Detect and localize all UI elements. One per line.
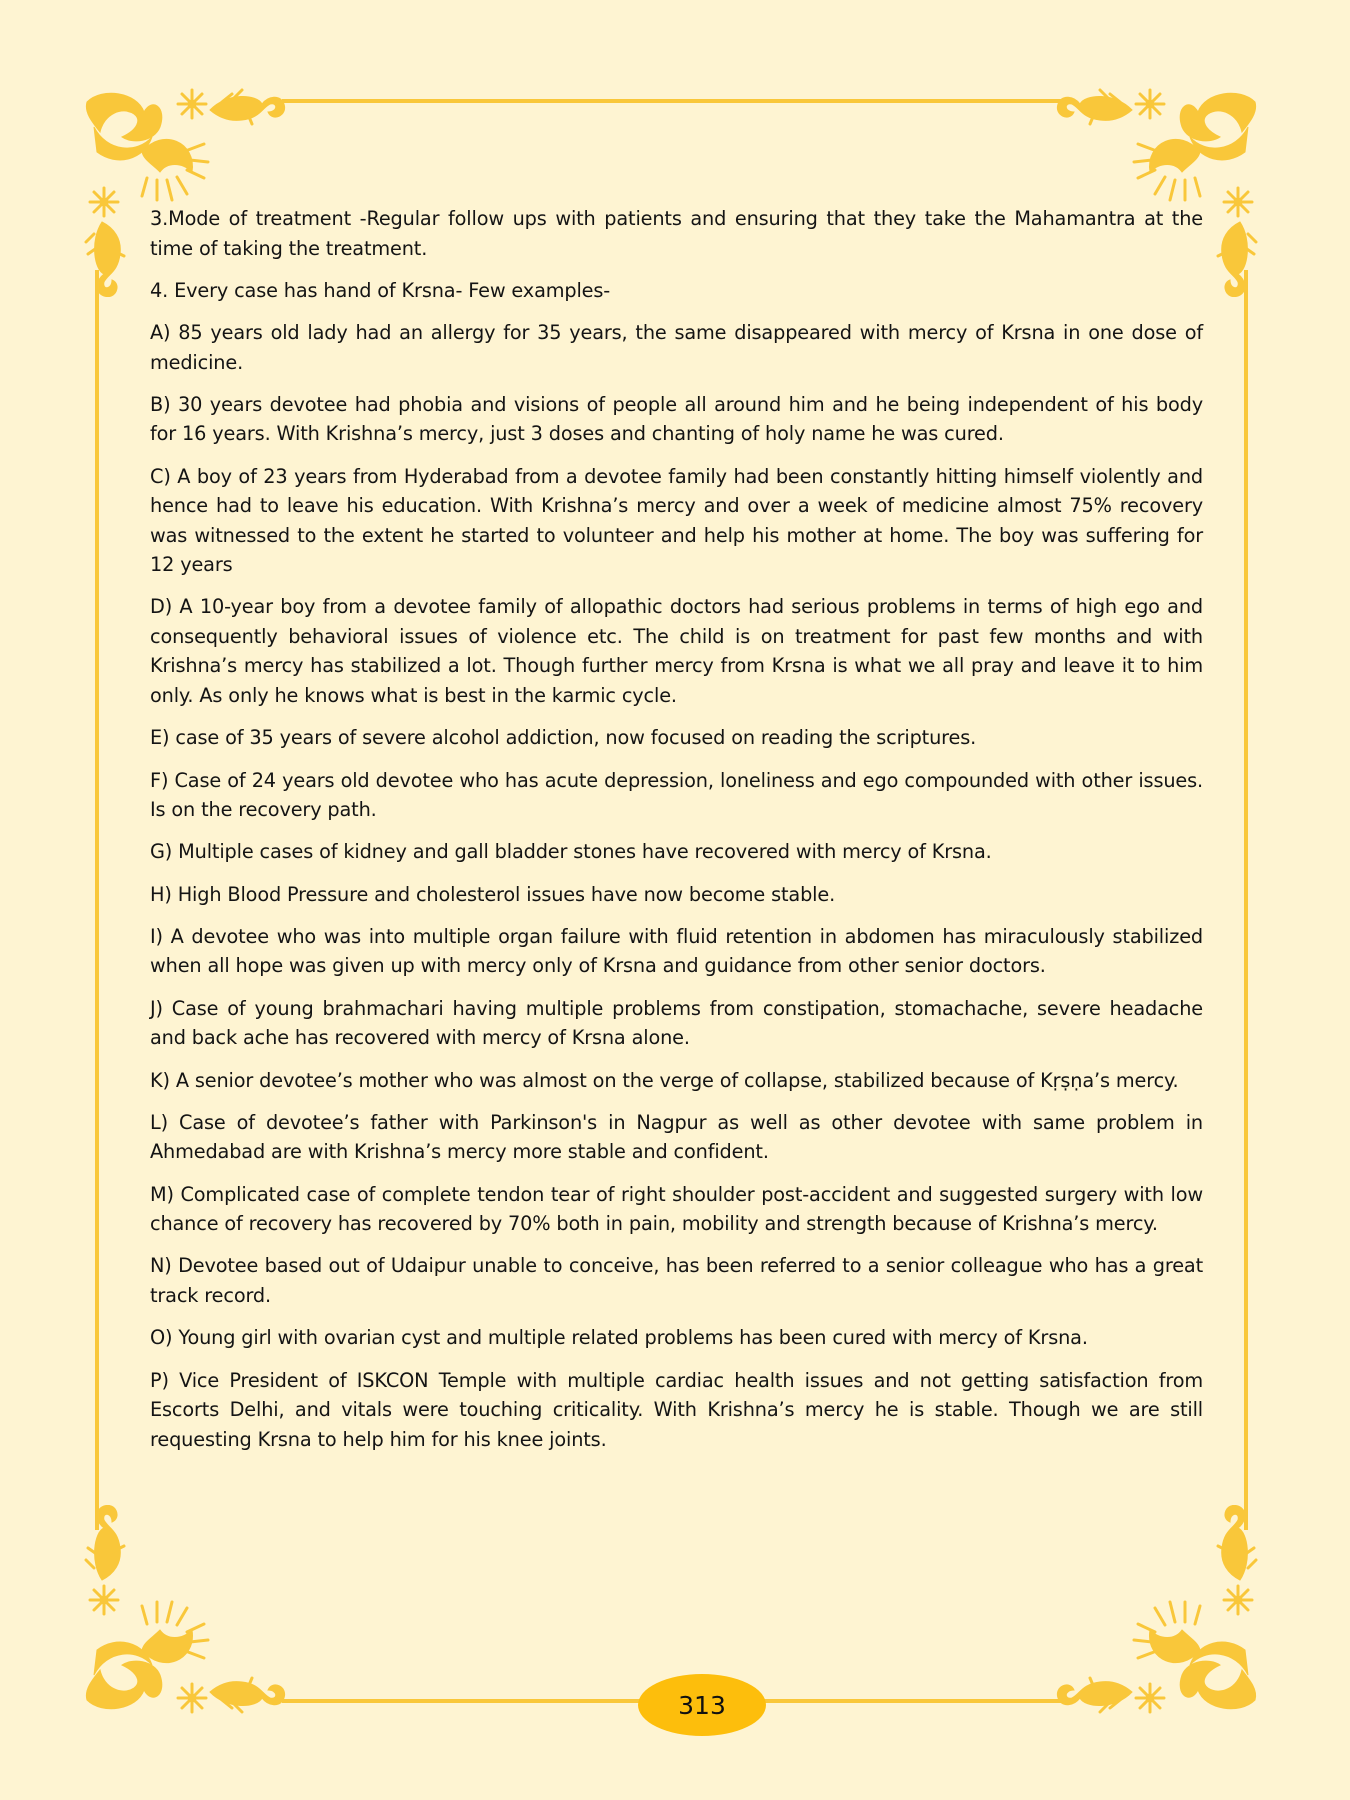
page-number: 313 — [678, 1690, 726, 1720]
case-item-e: E) case of 35 years of severe alcohol addiction, now focused on reading the scriptures. — [150, 726, 977, 750]
case-item-c: C) A boy of 23 years from Hyderabad from a devotee family had been constantly hitting himself violently and hence had to leave his education. With Krishna’s mercy and over a week of medicine almost 75% recovery was witnessed to the extent he started to volunteer and help his mother at home. The boy was suffering for 12 years — [150, 464, 1203, 577]
paragraph-examples-heading: 4. Every case has hand of Krsna- Few examples- — [150, 278, 611, 302]
case-item-j: J) Case of young brahmachari having multiple problems from constipation, stomachache, severe headache and back ache has recovered with mercy of Krsna alone. — [150, 996, 1203, 1050]
paragraph-mode-of-treatment: 3.Mode of treatment -Regular follow ups with patients and ensuring that they take the Mahamantra at the time of taking the treatment. — [150, 207, 1203, 260]
case-item-g: G) Multiple cases of kidney and gall bladder stones have recovered with mercy of Krsna. — [150, 840, 992, 864]
case-item-i: I) A devotee who was into multiple organ failure with fluid retention in abdomen has miraculously stabilized when all hope was given up with mercy only of Krsna and guidance from other senior doctors. — [150, 924, 1203, 978]
floral-corner-ornament-icon — [82, 1505, 297, 1720]
case-item-h: H) High Blood Pressure and cholesterol issues have now become stable. — [150, 882, 836, 906]
border-line-top — [282, 99, 1068, 103]
case-item-l: L) Case of devotee’s father with Parkinson's in Nagpur as well as other devotee with same problem in Ahmedabad are with Krishna’s mercy more stable and confident. — [150, 1110, 1203, 1164]
document-body — [150, 204, 1203, 1467]
case-item-k: K) A senior devotee’s mother who was almost on the verge of collapse, stabilized because of Kṛṣṇa’s mercy. — [150, 1068, 1179, 1092]
page-number-badge — [638, 1674, 766, 1736]
case-item-b: B) 30 years devotee had phobia and visions of people all around him and he being independent of his body for 16 years. With Krishna’s mercy, just 3 doses and chanting of holy name he was cured. — [150, 392, 1203, 446]
case-item-m: M) Complicated case of complete tendon tear of right shoulder post-accident and suggested surgery with low chance of recovery has recovered by 70% both in pain, mobility and strength because of Krishna’s mercy. — [150, 1182, 1203, 1236]
case-item-p: P) Vice President of ISKCON Temple with multiple cardiac health issues and not getting satisfaction from Escorts Delhi, and vitals were touching criticality. With Krishna’s mercy he is stable. Though we are still requesting Krsna to help him for his knee joints. — [150, 1368, 1203, 1451]
case-item-d: D) A 10-year boy from a devotee family of allopathic doctors had serious problems in terms of high ego and consequently behavioral issues of violence etc. The child is on treatment for past few months and with Krishna’s mercy has stabilized a lot. Though further mercy from Krsna is what we all pray and leave it to him only. As only he knows what is best in the karmic cycle. — [150, 595, 1203, 707]
case-item-a: A) 85 years old lady had an allergy for 35 years, the same disappeared with mercy of Krsna in one dose of medicine. — [150, 321, 1203, 374]
floral-corner-ornament-icon — [1045, 1505, 1260, 1720]
case-item-o: O) Young girl with ovarian cyst and multiple related problems has been cured with mercy of Krsna. — [150, 1326, 1088, 1350]
border-line-left — [95, 270, 99, 1530]
case-item-n: N) Devotee based out of Udaipur unable to conceive, has been referred to a senior colleague who has a great track record. — [150, 1254, 1203, 1307]
border-line-right — [1244, 270, 1248, 1530]
case-item-f: F) Case of 24 years old devotee who has acute depression, loneliness and ego compounded with other issues. Is on the recovery path. — [150, 768, 1203, 822]
